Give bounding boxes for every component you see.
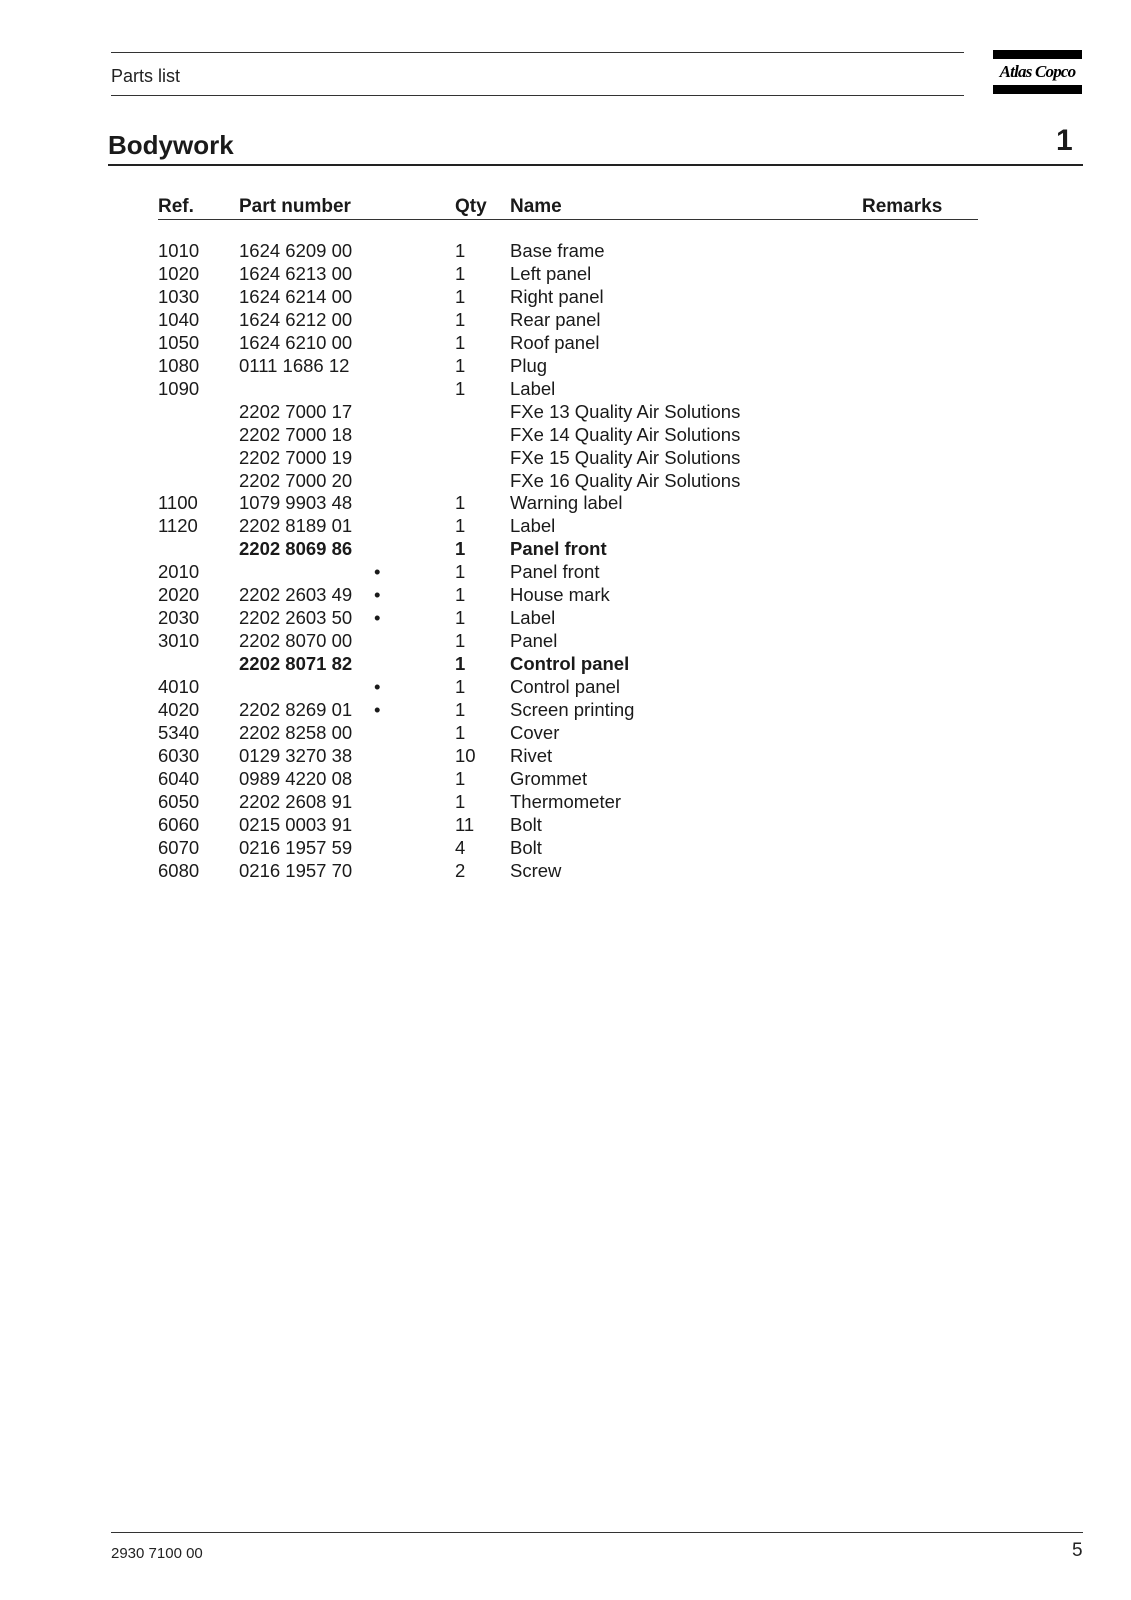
row-ref: 4010 bbox=[158, 676, 200, 698]
table-row bbox=[0, 745, 1131, 768]
row-part-number: 0111 1686 12 bbox=[239, 354, 350, 376]
row-qty: 1 bbox=[455, 354, 466, 376]
row-qty: 2 bbox=[455, 859, 466, 881]
row-name: Screen printing bbox=[510, 699, 635, 721]
table-row bbox=[0, 561, 1131, 584]
row-ref: 1020 bbox=[158, 262, 200, 284]
document-number: 2930 7100 00 bbox=[111, 1545, 203, 1562]
row-qty: 1 bbox=[455, 262, 466, 284]
row-ref: 1050 bbox=[158, 331, 200, 353]
row-qty: 1 bbox=[455, 285, 466, 307]
section-rule bbox=[108, 164, 1083, 166]
row-name: FXe 14 Quality Air Solutions bbox=[510, 423, 741, 445]
section-title: Bodywork bbox=[108, 130, 234, 160]
row-qty: 1 bbox=[455, 561, 466, 583]
row-name: Panel front bbox=[510, 561, 600, 583]
row-qty: 11 bbox=[455, 813, 475, 835]
row-subassembly-bullet: • bbox=[374, 584, 381, 606]
table-row bbox=[0, 424, 1131, 447]
row-ref: 6070 bbox=[158, 836, 200, 858]
row-ref: 6060 bbox=[158, 813, 200, 835]
table-row bbox=[0, 791, 1131, 814]
row-ref: 4020 bbox=[158, 699, 200, 721]
row-ref: 1030 bbox=[158, 285, 200, 307]
column-header-remarks: Remarks bbox=[862, 196, 943, 217]
row-qty: 1 bbox=[455, 492, 466, 514]
row-name: Label bbox=[510, 515, 556, 537]
logo-bottom-bar bbox=[993, 85, 1082, 94]
row-name: Panel bbox=[510, 630, 558, 652]
row-ref: 1080 bbox=[158, 354, 200, 376]
row-part-number: 2202 8069 86 bbox=[239, 538, 353, 560]
row-name: Label bbox=[510, 607, 556, 629]
table-row bbox=[0, 240, 1131, 263]
column-header-part-number: Part number bbox=[239, 196, 351, 217]
table-row bbox=[0, 653, 1131, 676]
row-part-number: 1079 9903 48 bbox=[239, 492, 353, 514]
table-row bbox=[0, 447, 1131, 470]
table-row bbox=[0, 699, 1131, 722]
row-name: Panel front bbox=[510, 538, 607, 560]
row-qty: 1 bbox=[455, 584, 466, 606]
row-ref: 1010 bbox=[158, 240, 200, 261]
row-qty: 1 bbox=[455, 607, 466, 629]
row-name: Grommet bbox=[510, 767, 588, 789]
row-name: Left panel bbox=[510, 262, 592, 284]
header-bottom-rule bbox=[111, 95, 964, 96]
table-row bbox=[0, 837, 1131, 860]
row-name: Rivet bbox=[510, 744, 553, 766]
row-part-number: 0216 1957 59 bbox=[239, 836, 353, 858]
row-name: Screw bbox=[510, 859, 562, 881]
section-number: 1 bbox=[1056, 124, 1073, 157]
table-row bbox=[0, 676, 1131, 699]
row-ref: 6040 bbox=[158, 767, 200, 789]
table-row bbox=[0, 286, 1131, 309]
row-name: House mark bbox=[510, 584, 610, 606]
row-ref: 5340 bbox=[158, 722, 200, 744]
row-ref: 3010 bbox=[158, 630, 200, 652]
row-part-number: 2202 7000 18 bbox=[239, 423, 353, 445]
table-row bbox=[0, 401, 1131, 424]
footer-rule bbox=[111, 1532, 1083, 1533]
row-name: Label bbox=[510, 377, 556, 399]
table-row bbox=[0, 584, 1131, 607]
row-part-number: 2202 8269 01 bbox=[239, 699, 353, 721]
row-qty: 1 bbox=[455, 308, 466, 330]
row-part-number: 1624 6210 00 bbox=[239, 331, 353, 353]
row-name: FXe 15 Quality Air Solutions bbox=[510, 446, 741, 468]
table-row bbox=[0, 309, 1131, 332]
column-header-qty: Qty bbox=[455, 196, 487, 217]
row-part-number: 2202 7000 20 bbox=[239, 469, 353, 491]
table-row bbox=[0, 814, 1131, 837]
table-row bbox=[0, 860, 1131, 883]
row-part-number: 1624 6212 00 bbox=[239, 308, 353, 330]
row-name: Warning label bbox=[510, 492, 623, 514]
table-row bbox=[0, 332, 1131, 355]
page-number: 5 bbox=[1072, 1540, 1083, 1561]
row-qty: 1 bbox=[455, 767, 466, 789]
row-ref: 1090 bbox=[158, 377, 200, 399]
row-part-number: 2202 2603 50 bbox=[239, 607, 353, 629]
row-part-number: 2202 2608 91 bbox=[239, 790, 353, 812]
row-part-number: 2202 7000 19 bbox=[239, 446, 353, 468]
row-ref: 1100 bbox=[158, 492, 198, 514]
row-part-number: 0216 1957 70 bbox=[239, 859, 353, 881]
row-part-number: 2202 8189 01 bbox=[239, 515, 353, 537]
row-part-number: 2202 8070 00 bbox=[239, 630, 353, 652]
row-part-number: 0989 4220 08 bbox=[239, 767, 353, 789]
row-qty: 1 bbox=[455, 515, 466, 537]
row-part-number: 1624 6209 00 bbox=[239, 240, 353, 261]
table-row bbox=[0, 492, 1131, 515]
row-name: Base frame bbox=[510, 240, 605, 261]
row-name: Plug bbox=[510, 354, 548, 376]
header-top-rule bbox=[111, 52, 964, 53]
row-part-number: 2202 8258 00 bbox=[239, 722, 353, 744]
column-header-ref: Ref. bbox=[158, 196, 194, 217]
row-name: Roof panel bbox=[510, 331, 600, 353]
row-qty: 1 bbox=[455, 676, 466, 698]
row-ref: 1040 bbox=[158, 308, 200, 330]
row-qty: 1 bbox=[455, 630, 466, 652]
row-name: Cover bbox=[510, 722, 560, 744]
row-name: Right panel bbox=[510, 285, 604, 307]
row-name: FXe 13 Quality Air Solutions bbox=[510, 400, 741, 422]
row-name: Control panel bbox=[510, 653, 630, 675]
row-qty: 1 bbox=[455, 331, 466, 353]
table-row bbox=[0, 538, 1131, 561]
row-name: Bolt bbox=[510, 836, 542, 858]
parts-table-body bbox=[0, 240, 1131, 883]
row-part-number: 2202 8071 82 bbox=[239, 653, 353, 675]
row-qty: 1 bbox=[455, 790, 466, 812]
row-part-number: 1624 6214 00 bbox=[239, 285, 353, 307]
row-qty: 10 bbox=[455, 744, 476, 766]
table-row bbox=[0, 607, 1131, 630]
row-ref: 1120 bbox=[158, 515, 198, 537]
row-part-number: 2202 7000 17 bbox=[239, 400, 353, 422]
row-part-number: 0129 3270 38 bbox=[239, 744, 353, 766]
table-row bbox=[0, 768, 1131, 791]
table-row bbox=[0, 378, 1131, 401]
table-row bbox=[0, 515, 1131, 538]
table-row bbox=[0, 263, 1131, 286]
logo-wordmark: Atlas Copco bbox=[999, 62, 1076, 81]
table-row bbox=[0, 470, 1131, 493]
row-qty: 1 bbox=[455, 722, 466, 744]
row-qty: 1 bbox=[455, 653, 466, 675]
row-name: Thermometer bbox=[510, 790, 622, 812]
row-qty: 1 bbox=[455, 240, 466, 261]
row-qty: 1 bbox=[455, 377, 466, 399]
atlas-copco-logo bbox=[993, 50, 1082, 94]
row-part-number: 0215 0003 91 bbox=[239, 813, 353, 835]
row-name: FXe 16 Quality Air Solutions bbox=[510, 469, 741, 491]
row-ref: 2010 bbox=[158, 561, 200, 583]
row-part-number: 2202 2603 49 bbox=[239, 584, 353, 606]
row-name: Rear panel bbox=[510, 308, 601, 330]
logo-top-bar bbox=[993, 50, 1082, 59]
table-row bbox=[0, 722, 1131, 745]
table-row bbox=[0, 355, 1131, 378]
row-subassembly-bullet: • bbox=[374, 676, 381, 698]
row-subassembly-bullet: • bbox=[374, 561, 381, 583]
row-qty: 1 bbox=[455, 538, 466, 560]
table-row bbox=[0, 630, 1131, 653]
table-header-rule bbox=[158, 219, 978, 220]
row-name: Bolt bbox=[510, 813, 542, 835]
document-type-label: Parts list bbox=[111, 66, 181, 86]
row-ref: 2030 bbox=[158, 607, 200, 629]
column-header-name: Name bbox=[510, 196, 562, 217]
row-ref: 6080 bbox=[158, 859, 200, 881]
row-name: Control panel bbox=[510, 676, 621, 698]
row-qty: 1 bbox=[455, 699, 466, 721]
row-part-number: 1624 6213 00 bbox=[239, 262, 353, 284]
row-ref: 6030 bbox=[158, 744, 200, 766]
row-ref: 6050 bbox=[158, 790, 200, 812]
row-subassembly-bullet: • bbox=[374, 607, 381, 629]
row-ref: 2020 bbox=[158, 584, 200, 606]
row-qty: 4 bbox=[455, 836, 466, 858]
row-subassembly-bullet: • bbox=[374, 699, 381, 721]
